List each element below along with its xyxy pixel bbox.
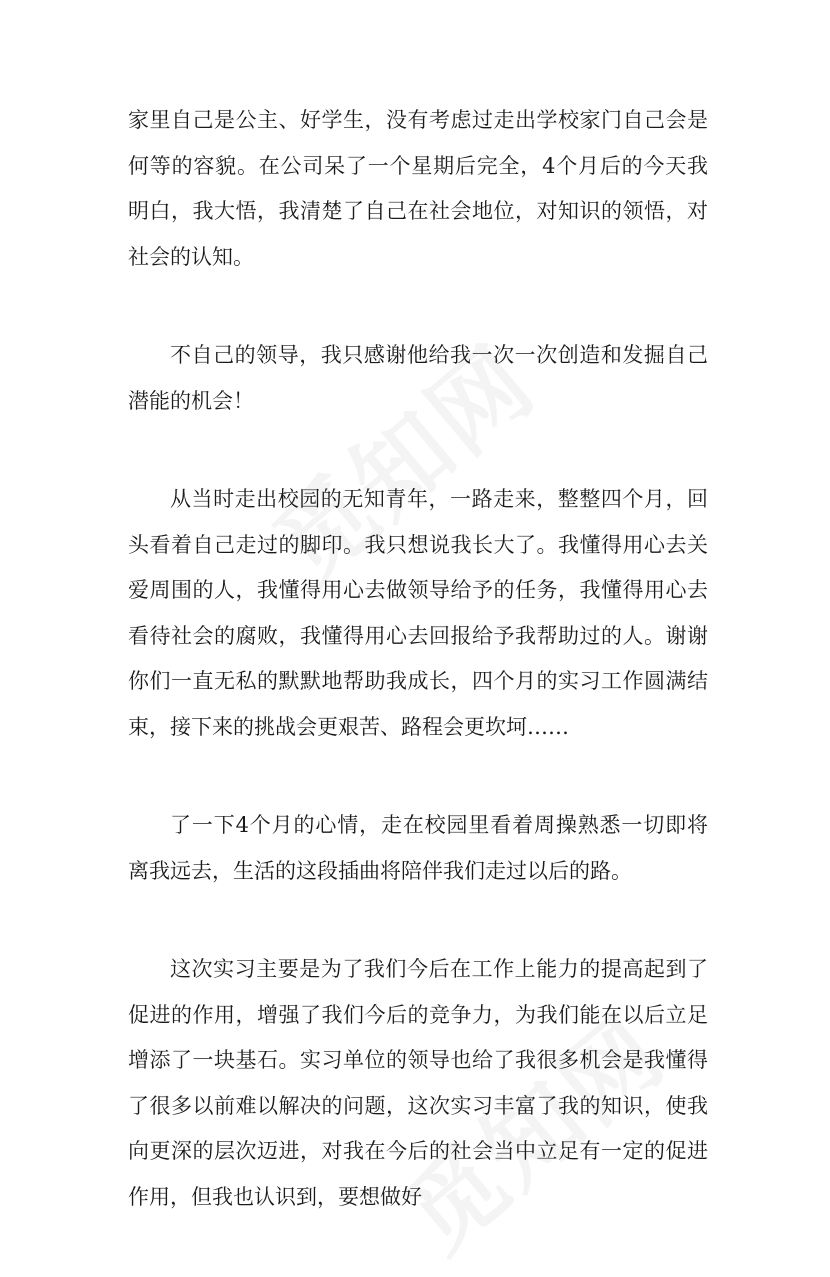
paragraph-gap [128, 424, 708, 477]
paragraph-gap [128, 894, 708, 947]
paragraph-5: 这次实习主要是为了我们今后在工作上能力的提高起到了促进的作用，增强了我们今后的竞争力，为我们能在以后立足增添了一块基石。实习单位的领导也给了我很多机会是我懂得了很多以前难以解决的问题，这次实习丰富了我的知识，使我向更深的层次迈进，对我在今后的社会当中立足有一定的促进作用，但我也认识到，要想做好 [128, 957, 708, 1209]
paragraph-2: 不自己的领导，我只感谢他给我一次一次创造和发掘自己潜能的机会！ [128, 343, 708, 413]
paragraph-3: 从当时走出校园的无知青年，一路走来，整整四个月，回头看着自己走过的脚印。我只想说我长大了。我懂得用心去关爱周围的人，我懂得用心去做领导给予的任务，我懂得用心去看待社会的腐败，我懂得用心去回报给予我帮助过的人。谢谢你们一直无私的默默地帮助我成长，四个月的实习工作圆满结束，接下来的挑战会更艰苦、路程会更坎坷…… [128, 487, 708, 739]
paragraph-gap [128, 280, 708, 333]
paragraph-gap [128, 750, 708, 803]
paragraph-4: 了一下4个月的心情，走在校园里看着周操熟悉一切即将离我远去，生活的这段插曲将陪伴我们走过以后的路。 [128, 813, 708, 883]
document-body [128, 98, 708, 1220]
paragraph-1: 家里自己是公主、好学生，没有考虑过走出学校家门自己会是何等的容貌。在公司呆了一个星期后完全，4个月后的今天我明白，我大悟，我清楚了自己在社会地位，对知识的领悟，对社会的认知。 [128, 108, 708, 269]
